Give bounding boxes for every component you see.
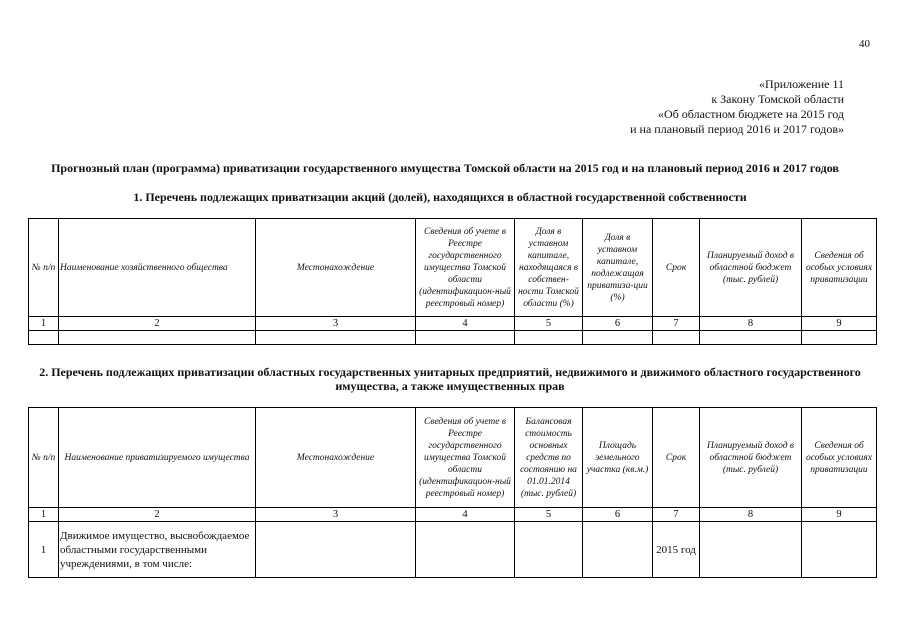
page-number: 40 xyxy=(859,38,870,50)
header-cell: Сведения об учете в Реестре государственного имущества Томской области (идентификацион-ный реестровый номер) xyxy=(416,408,515,508)
property-name-cell: Движимое имущество, высвобождаемое областными государственными учреждениями, в том числе: xyxy=(59,522,256,578)
appendix-line-2: к Закону Томской области xyxy=(711,92,844,106)
header-cell: Планируемый доход в областной бюджет (тыс. рублей) xyxy=(700,219,802,317)
appendix-line-4: и на плановый период 2016 и 2017 годов» xyxy=(630,122,844,136)
appendix-line-3: «Об областном бюджете на 2015 год xyxy=(658,107,844,121)
header-cell: Наименование приватизируемого имущества xyxy=(59,408,256,508)
term-cell: 2015 год xyxy=(653,522,700,578)
header-cell: Наименование хозяйственного общества xyxy=(59,219,256,317)
column-number: 6 xyxy=(583,508,653,522)
header-cell: Балансовая стоимость основных средств по состоянию на 01.01.2014 (тыс. рублей) xyxy=(515,408,583,508)
column-number: 8 xyxy=(700,317,802,331)
header-cell: Местонахождение xyxy=(256,408,416,508)
column-number: 7 xyxy=(653,508,700,522)
section1-heading: 1. Перечень подлежащих приватизации акций (долей), находящихся в областной государственной собственности xyxy=(133,190,747,204)
column-number: 4 xyxy=(416,317,515,331)
balance-cell xyxy=(515,522,583,578)
column-number: 9 xyxy=(802,508,877,522)
column-number: 7 xyxy=(653,317,700,331)
header-cell: Доля в уставном капитале, находящаяся в собствен-ности Томской области (%) xyxy=(515,219,583,317)
conditions-cell xyxy=(802,522,877,578)
column-number: 2 xyxy=(59,508,256,522)
column-number: 3 xyxy=(256,317,416,331)
table-row-empty xyxy=(29,331,877,345)
header-cell: № п/п xyxy=(29,408,59,508)
registry-cell xyxy=(416,522,515,578)
column-number: 3 xyxy=(256,508,416,522)
header-cell: № п/п xyxy=(29,219,59,317)
header-cell: Срок xyxy=(653,219,700,317)
column-number: 1 xyxy=(29,317,59,331)
appendix-block xyxy=(520,77,844,137)
header-cell: Сведения об особых условиях приватизации xyxy=(802,408,877,508)
header-cell: Доля в уставном капитале, подлежащая приватиза-ции (%) xyxy=(583,219,653,317)
section1-table xyxy=(28,218,877,345)
column-number: 6 xyxy=(583,317,653,331)
column-number: 8 xyxy=(700,508,802,522)
area-cell xyxy=(583,522,653,578)
table-header-row xyxy=(29,219,877,317)
header-cell: Площадь земельного участка (кв.м.) xyxy=(583,408,653,508)
header-cell: Местонахождение xyxy=(256,219,416,317)
income-cell xyxy=(700,522,802,578)
table-header-row xyxy=(29,408,877,508)
column-number: 4 xyxy=(416,508,515,522)
column-number: 9 xyxy=(802,317,877,331)
column-number: 5 xyxy=(515,508,583,522)
document-title: Прогнозный план (программа) приватизации государственного имущества Томской области на 2015 год и на плановый период 2016 и 2017 годов xyxy=(51,161,839,175)
section2-table xyxy=(28,407,877,578)
location-cell xyxy=(256,522,416,578)
header-cell: Срок xyxy=(653,408,700,508)
header-cell: Сведения об особых условиях приватизации xyxy=(802,219,877,317)
column-number-row xyxy=(29,508,877,522)
column-number-row xyxy=(29,317,877,331)
column-number: 2 xyxy=(59,317,256,331)
header-cell: Планируемый доход в областной бюджет (тыс. рублей) xyxy=(700,408,802,508)
column-number: 5 xyxy=(515,317,583,331)
appendix-line-1: «Приложение 11 xyxy=(759,77,844,91)
table-row xyxy=(29,522,877,578)
section2-heading: 2. Перечень подлежащих приватизации областных государственных унитарных предприятий, недвижимого и движимого областного государственного имущества, а также имущественных прав xyxy=(39,365,861,393)
row-number: 1 xyxy=(29,522,59,578)
header-cell: Сведения об учете в Реестре государственного имущества Томской области (идентификацион-ный реестровый номер) xyxy=(416,219,515,317)
column-number: 1 xyxy=(29,508,59,522)
